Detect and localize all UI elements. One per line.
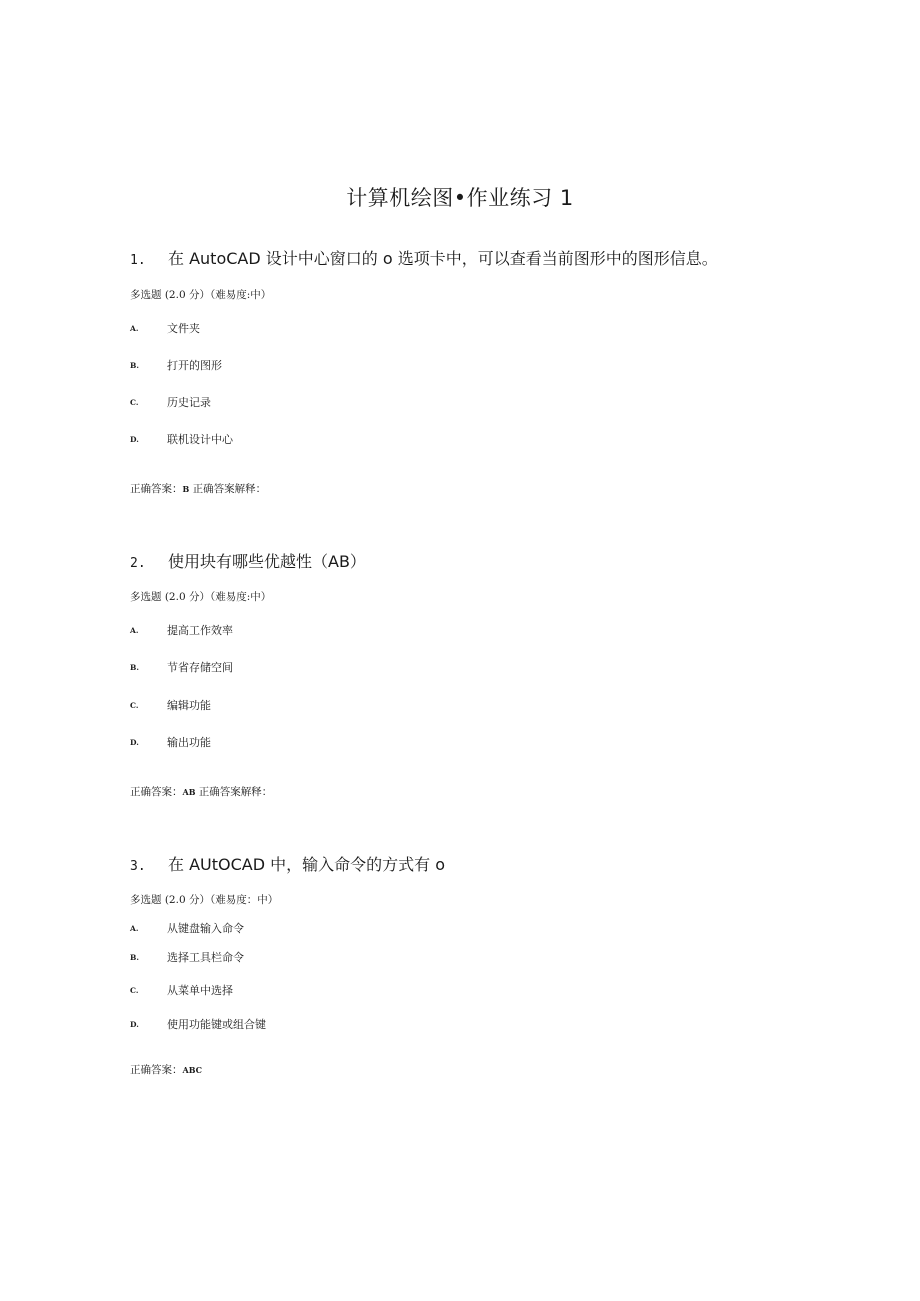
option-text: 打开的图形: [167, 359, 222, 372]
question-1-text: 在 AutoCAD 设计中心窗口的 o 选项卡中，可以查看当前图形中的图形信息。: [168, 249, 718, 268]
option-text: 文件夹: [167, 322, 200, 335]
question-1-option-d[interactable]: [130, 431, 233, 447]
option-letter: C.: [130, 985, 139, 995]
option-letter: D.: [130, 1019, 139, 1029]
question-1-title: [130, 246, 718, 269]
question-1-option-a[interactable]: [130, 320, 200, 336]
page-title: 计算机绘图•作业练习 1: [346, 186, 574, 210]
option-letter: D.: [130, 737, 139, 747]
answer-value: ABC: [182, 1065, 202, 1075]
question-2-answer: [130, 784, 272, 799]
option-letter: C.: [130, 700, 139, 710]
question-3-option-b[interactable]: [130, 949, 244, 965]
question-2-title: [130, 549, 366, 572]
question-1-answer: [130, 481, 266, 496]
question-3-text: 在 AUtOCAD 中，输入命令的方式有 o: [168, 855, 446, 874]
option-text: 提高工作效率: [167, 624, 233, 637]
option-text: 从菜单中选择: [167, 984, 233, 997]
question-2-option-a[interactable]: [130, 622, 233, 638]
question-2-option-d[interactable]: [130, 734, 211, 750]
answer-value: AB: [182, 787, 196, 797]
option-letter: D.: [130, 434, 139, 444]
question-3-number: 3.: [130, 859, 146, 874]
answer-explanation-label: 正确答案解释：: [189, 483, 267, 495]
question-1-meta: 多选题 (2.0 分）（难易度:中）: [130, 289, 272, 301]
answer-label: 正确答案：: [130, 483, 183, 495]
answer-value: B: [182, 484, 190, 494]
question-3-option-c[interactable]: [130, 982, 233, 998]
question-2-option-b[interactable]: [130, 659, 233, 675]
option-letter: A.: [130, 323, 139, 333]
question-1-option-c[interactable]: [130, 394, 211, 410]
question-2-text: 使用块有哪些优越性（AB）: [168, 552, 366, 571]
option-letter: A.: [130, 625, 139, 635]
question-1-option-b[interactable]: [130, 357, 222, 373]
option-text: 输出功能: [167, 736, 211, 749]
question-1-number: 1.: [130, 253, 146, 268]
option-text: 历史记录: [167, 396, 211, 409]
option-letter: B.: [130, 662, 139, 672]
option-letter: C.: [130, 397, 139, 407]
answer-label: 正确答案：: [130, 1064, 183, 1076]
option-text: 编辑功能: [167, 699, 211, 712]
question-3-answer: [130, 1062, 202, 1077]
option-letter: B.: [130, 952, 139, 962]
option-text: 选择工具栏命令: [167, 951, 244, 964]
option-text: 从键盘输入命令: [167, 922, 244, 935]
question-3-option-d[interactable]: [130, 1016, 266, 1032]
answer-explanation-label: 正确答案解释：: [195, 786, 273, 798]
question-3-option-a[interactable]: [130, 920, 244, 936]
option-text: 联机设计中心: [167, 433, 233, 446]
option-letter: A.: [130, 923, 139, 933]
option-text: 使用功能键或组合键: [167, 1018, 266, 1031]
question-2-number: 2.: [130, 556, 146, 571]
question-2-meta: 多选题 (2.0 分）（难易度:中）: [130, 591, 272, 603]
question-3-meta: 多选题 (2.0 分）（难易度：中）: [130, 894, 279, 906]
answer-label: 正确答案：: [130, 786, 183, 798]
option-letter: B.: [130, 360, 139, 370]
option-text: 节省存储空间: [167, 661, 233, 674]
question-3-title: [130, 852, 445, 875]
question-2-option-c[interactable]: [130, 697, 211, 713]
